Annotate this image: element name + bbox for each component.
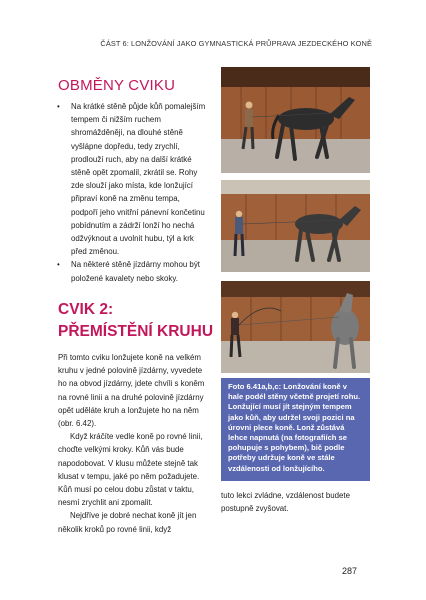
photo-b <box>221 180 370 272</box>
section-title-cvik2 <box>58 299 213 343</box>
photo-caption: Foto 6.41a,b,c: Lonžování koně v hale podél stěny včetně projetí rohu. Lonžující musí jít stejným tempem jako kůň, aby udržel svoji pozici na úrovni plece koně. Lonž zůstává lehce napnutá (na fotografiích se pohupuje s pohybem), bič podle potřeby udržuje koně ve stále vzdálenosti od lonžujícího. <box>221 378 370 481</box>
photo-b-image <box>221 180 370 272</box>
photo-c <box>221 281 370 373</box>
section-title-line1: CVIK 2: <box>58 301 114 318</box>
bullet-item: • Na krátké stěně půjde kůň pomalejším tempem či nižším ruchem shromážděněji, na dlouhé stěně vyšlápne dopředu, tedy zrychlí, prodlouží ruch, aby na další krátké stěně opět zpomalil, zkrátil se. Rohy zde slouží jako místa, kde lonžující připraví koně na změnu tempa, podpoří jeho vnitřní pánevní končetinu pobídnutím a zádrží lonží ho nechá odžvýknout a uvolnit hubu, týl a krk před změnou. <box>57 100 207 258</box>
paragraph: Nejdříve je dobré nechat koně jít jen několik kroků po rovné linii, když <box>58 511 197 534</box>
bullet-item: • Na některé stěně jízdárny mohou být položené kavalety nebo skoky. <box>57 258 207 284</box>
section-title-obmeny: OBMĚNY CVIKU <box>58 77 176 94</box>
paragraph: Při tomto cviku lonžujete koně na velkém kruhu v jedné polovině jízdárny, vyvedete ho na obvod jízdárny, jdete chvíli s koněm na rovné linii a na druhé polovině jízdárny opět uděláte kruh a lonžujete ho na něm (obr. 6.42). <box>58 353 205 429</box>
section-title-line2: PŘEMÍSTĚNÍ KRUHU <box>58 323 214 340</box>
photo-a <box>221 67 370 173</box>
running-header: ČÁST 6: LONŽOVÁNÍ JAKO GYMNASTICKÁ PRŮPRAVA JEZDECKÉHO KONĚ <box>100 39 372 48</box>
photo-a-image <box>221 67 370 173</box>
page-number: 287 <box>342 566 358 576</box>
photo-c-image <box>221 281 370 373</box>
continuation-text: tuto lekci zvládne, vzdálenost budete postupně zvyšovat. <box>221 491 350 514</box>
bullet-list <box>57 100 207 285</box>
paragraph: Když kráčíte vedle koně po rovné linii, choďte velkými kroky. Kůň vás bude napodobovat. V klusu můžete stejně tak klusat v tempu, jaké po něm požadujete. Kůň musí po celou dobu zůstat v taktu, nesmí zrychlit ani zpomalit. <box>58 432 203 508</box>
body-text <box>58 351 210 536</box>
